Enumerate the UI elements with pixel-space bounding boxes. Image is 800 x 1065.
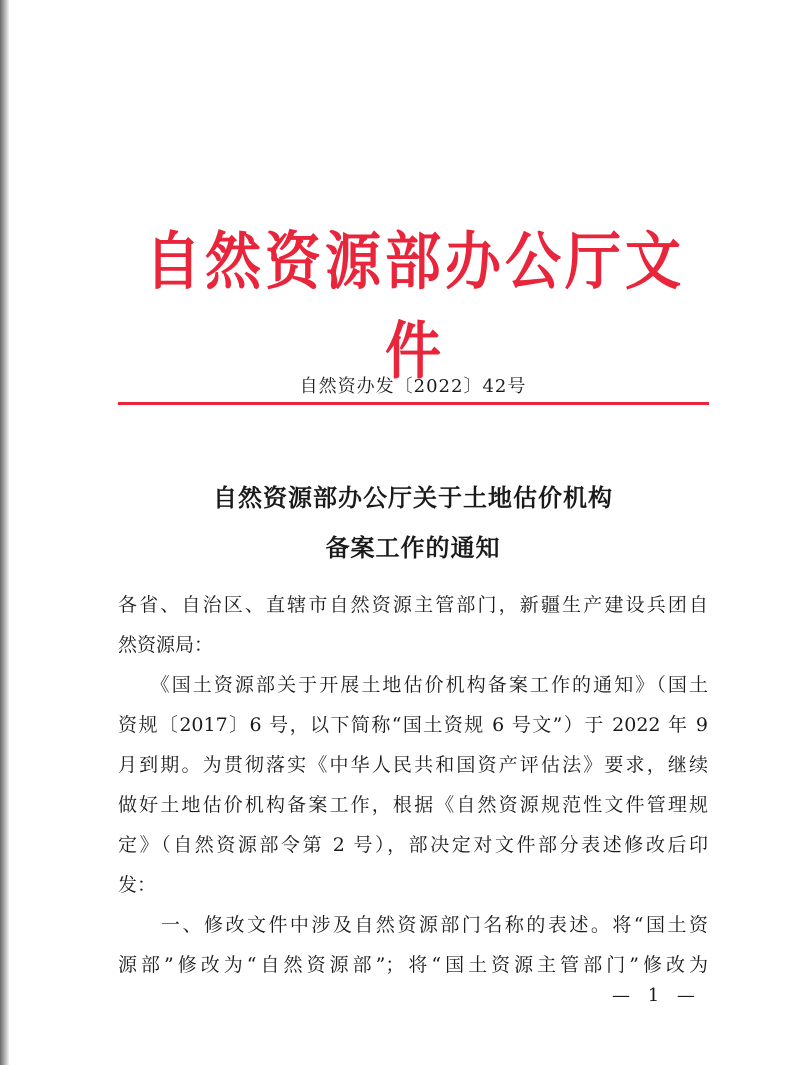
body-line: 发： xyxy=(118,874,157,896)
body-line: 做好土地估价机构备案工作，根据《自然资源规范性文件管理规 xyxy=(118,794,708,816)
body-line: 资规〔2017〕6 号，以下简称“国土资规 6 号文”）于 2022 年 9 xyxy=(118,714,708,736)
body-line: 月到期。为贯彻落实《中华人民共和国资产评估法》要求，继续 xyxy=(118,754,708,776)
body-line: 定》（自然资源部令第 2 号），部决定对文件部分表述修改后印 xyxy=(118,834,708,856)
issuer-masthead: 自然资源部办公厅文件 xyxy=(145,225,685,389)
scan-edge xyxy=(0,0,9,1065)
body-line: 然资源局： xyxy=(118,634,214,656)
document-number: 自然资办发〔2022〕42号 xyxy=(299,376,527,397)
document-title-line-2: 备案工作的通知 xyxy=(325,534,501,562)
document-title-line-1: 自然资源部办公厅关于土地估价机构 xyxy=(213,484,613,512)
body-line: 各省、自治区、直辖市自然资源主管部门，新疆生产建设兵团自 xyxy=(118,594,708,616)
red-divider xyxy=(118,402,709,405)
body-line: 源部”修改为“自然资源部”；将“国土资源主管部门”修改为 xyxy=(118,954,708,976)
body-line: 《国土资源部关于开展土地估价机构备案工作的通知》（国土 xyxy=(118,674,708,696)
body-line: 一、修改文件中涉及自然资源部门名称的表述。将“国土资 xyxy=(118,914,708,936)
page-number: — 1 — xyxy=(612,985,701,1006)
